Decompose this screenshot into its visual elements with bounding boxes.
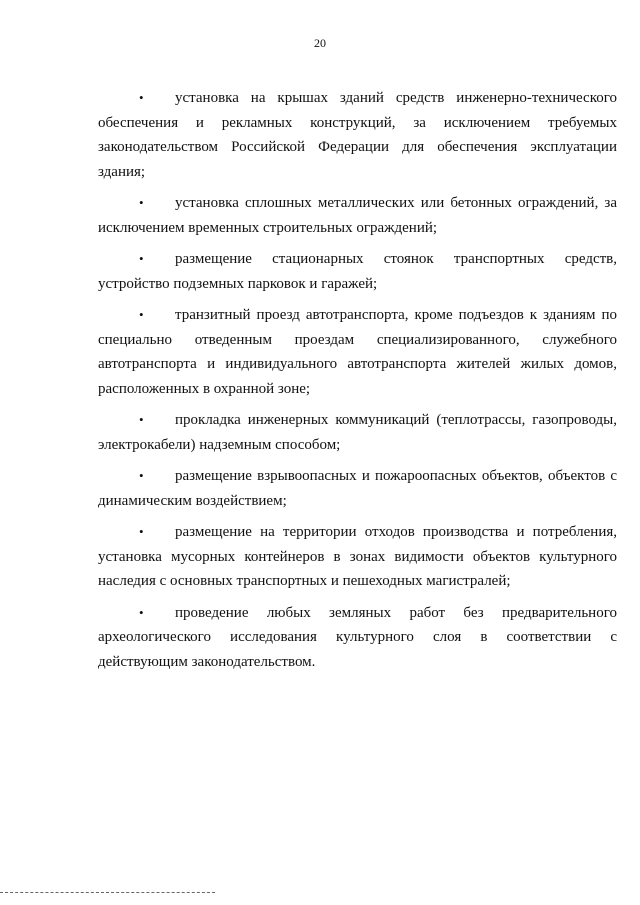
bullet-icon: •: [139, 412, 144, 427]
bullet-icon: •: [139, 90, 144, 105]
bullet-icon: •: [139, 524, 144, 539]
bullet-icon: •: [139, 195, 144, 210]
list-item-text: размещение взрывоопасных и пожароопасных объектов, объектов с динамическим воздействием;: [98, 468, 617, 509]
list-item-text: установка сплошных металлических или бетонных ограждений, за исключением временных строительных ограждений;: [98, 195, 617, 236]
list-item: [98, 464, 617, 513]
list-item-text: прокладка инженерных коммуникаций (теплотрассы, газопроводы, электрокабели) надземным способом;: [98, 412, 617, 453]
list-item-text: установка на крышах зданий средств инженерно-технического обеспечения и рекламных конструкций, за исключением требуемых законодательством Российской Федерации для обеспечения эксплуатации здания;: [98, 90, 617, 180]
bullet-icon: •: [139, 468, 144, 483]
list-item: [98, 86, 617, 184]
list-item: [98, 601, 617, 675]
list-item: [98, 247, 617, 296]
list-item: [98, 408, 617, 457]
bullet-icon: •: [139, 251, 144, 266]
restrictions-list: [98, 86, 617, 681]
list-item-text: транзитный проезд автотранспорта, кроме подъездов к зданиям по специально отведенным проездам специализированного, служебного автотранспорта и индивидуального автотранспорта жителей жилых домов, расположенных в охранной зоне;: [98, 307, 617, 397]
list-item-text: размещение на территории отходов производства и потребления, установка мусорных контейнеров в зонах видимости объектов культурного наследия с основных транспортных и пешеходных магистралей;: [98, 524, 617, 589]
list-item-text: размещение стационарных стоянок транспортных средств, устройство подземных парковок и гаражей;: [98, 251, 617, 292]
bullet-icon: •: [139, 307, 144, 322]
footer-divider: [0, 892, 215, 893]
list-item: [98, 303, 617, 401]
list-item: [98, 520, 617, 594]
list-item-text: проведение любых земляных работ без предварительного археологического исследования культурного слоя в соответствии с действующим законодательством.: [98, 604, 617, 670]
bullet-icon: •: [139, 604, 144, 620]
list-item: [98, 191, 617, 240]
page-number: 20: [314, 36, 326, 50]
